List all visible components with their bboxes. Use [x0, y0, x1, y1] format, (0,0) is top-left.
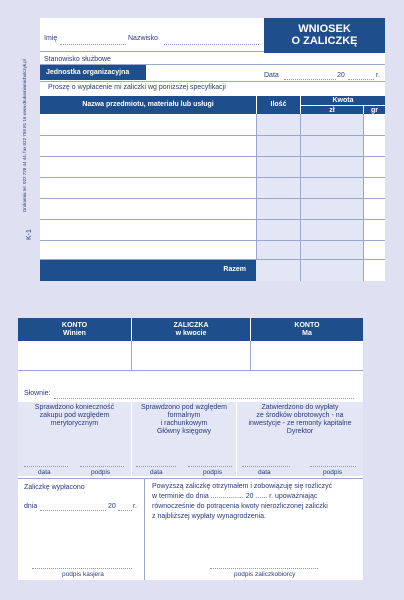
form-title-line1: WNIOSEK	[298, 23, 351, 35]
podpis-kasjera: podpis kasjera	[62, 571, 104, 578]
publisher-line2: tel. 022 728 44 44, fax 022 758 81 16	[22, 116, 27, 192]
check2-l4: Główny księgowy	[156, 428, 212, 435]
col-zl-header: zł	[300, 105, 363, 114]
col-kwota-header: Kwota	[300, 96, 385, 105]
table-row[interactable]	[40, 156, 385, 157]
publisher-info	[22, 59, 27, 212]
table-row[interactable]	[40, 198, 385, 199]
dnia-label: dnia	[24, 503, 38, 510]
jednostka-field[interactable]	[146, 65, 262, 80]
stanowisko-label: Stanowisko służbowe	[44, 56, 111, 63]
slownie-label: Słownie:	[24, 390, 51, 397]
kasjer-sign-line[interactable]	[32, 568, 132, 569]
check3-l1: Zatwierdzono do wypłaty	[261, 404, 339, 411]
name-line[interactable]	[60, 44, 126, 45]
table-row[interactable]	[40, 135, 385, 136]
col-gr-header: gr	[363, 105, 385, 114]
check1-l1: Sprawdzono konieczność	[34, 404, 115, 411]
check1-l2: zakupu pod względem	[39, 412, 110, 419]
table-row[interactable]	[40, 177, 385, 178]
check-zatwierdzono	[237, 404, 363, 436]
date-year: 20	[337, 72, 345, 79]
top-form	[40, 18, 385, 281]
zaliczka-header	[131, 318, 250, 341]
check2-l1: Sprawdzono pod względem	[141, 404, 227, 411]
jednostka-label: Jednostka organizacyjna	[40, 65, 146, 80]
date-r: r.	[376, 72, 380, 79]
imie-label: Imię	[44, 35, 58, 42]
wyplacono-label: Zaliczkę wypłacono	[24, 484, 85, 491]
check3-l3: inwestycje - ze remonty kapitalne	[248, 420, 352, 427]
form-title-line2: O ZALICZKĘ	[291, 35, 358, 47]
sig3-data: data	[258, 469, 271, 476]
check2-l2: formalnym	[167, 412, 201, 419]
check3-l2: ze środków obrotowych - na	[256, 412, 344, 419]
stmt-l1: Powyższą zaliczkę otrzymałem i zobowiązuję się rozliczyć	[152, 483, 333, 490]
konto-winien-header	[18, 318, 131, 341]
date-line[interactable]	[284, 79, 336, 80]
check3-l4: Dyrektor	[286, 428, 314, 435]
nazwisko-label: Nazwisko	[128, 35, 158, 42]
check-merytoryczny	[18, 404, 131, 428]
sig2-podpis: podpis	[203, 469, 223, 476]
konto-winien-l1: KONTO	[61, 322, 88, 329]
konto-ma-l2: Ma	[302, 330, 312, 337]
konto-winien-l2: Winien	[63, 330, 86, 337]
col-name-header: Nazwa przedmiotu, materiału lub usługi	[40, 96, 256, 114]
check2-l3: i rachunkowym	[160, 420, 208, 427]
table-row[interactable]	[40, 219, 385, 220]
razem-label: Razem	[40, 260, 256, 281]
stmt-l3: równocześnie do potrącenia kwoty nierozliczonej zaliczki	[152, 503, 328, 510]
sig2-data: data	[150, 469, 163, 476]
dnia-year: 20	[108, 503, 116, 510]
slownie-line[interactable]	[54, 398, 354, 399]
sig1-data: data	[38, 469, 51, 476]
dnia-r: r.	[133, 503, 137, 510]
request-text: Proszę o wypłacenie mi zaliczki wg poniższej specyfikacji	[48, 84, 226, 91]
publisher-line1: Drukarnia	[22, 192, 27, 212]
check1-l3: merytorycznym	[50, 420, 99, 427]
form-title	[264, 18, 385, 53]
table-row[interactable]	[40, 240, 385, 241]
sig3-podpis: podpis	[323, 469, 343, 476]
podpis-zaliczkobiorcy: podpis zaliczkobiorcy	[234, 571, 296, 578]
konto-ma-header	[250, 318, 363, 341]
bottom-form	[18, 318, 363, 580]
date-label: Data	[264, 72, 279, 79]
surname-line[interactable]	[164, 44, 259, 45]
dnia-line[interactable]	[40, 510, 106, 511]
zaliczkobiorca-sign-line[interactable]	[210, 568, 318, 569]
stmt-l4: z najbliższej wypłaty wynagrodzenia.	[152, 513, 266, 520]
konto-ma-l1: KONTO	[294, 322, 320, 329]
stmt-l2: w terminie do dnia ................. 20 ...... r. upoważniając	[152, 493, 318, 500]
sig1-podpis: podpis	[91, 469, 111, 476]
zaliczka-l1: ZALICZKA	[173, 322, 209, 329]
form-code: K-1	[26, 229, 33, 240]
col-ilosc-header: Ilość	[256, 96, 300, 114]
check-formalny	[132, 404, 236, 436]
publisher-line3: www.drukarniamichalczyk.pl	[22, 59, 27, 116]
statement	[152, 482, 360, 522]
zaliczka-l2: w kwocie	[175, 330, 207, 337]
